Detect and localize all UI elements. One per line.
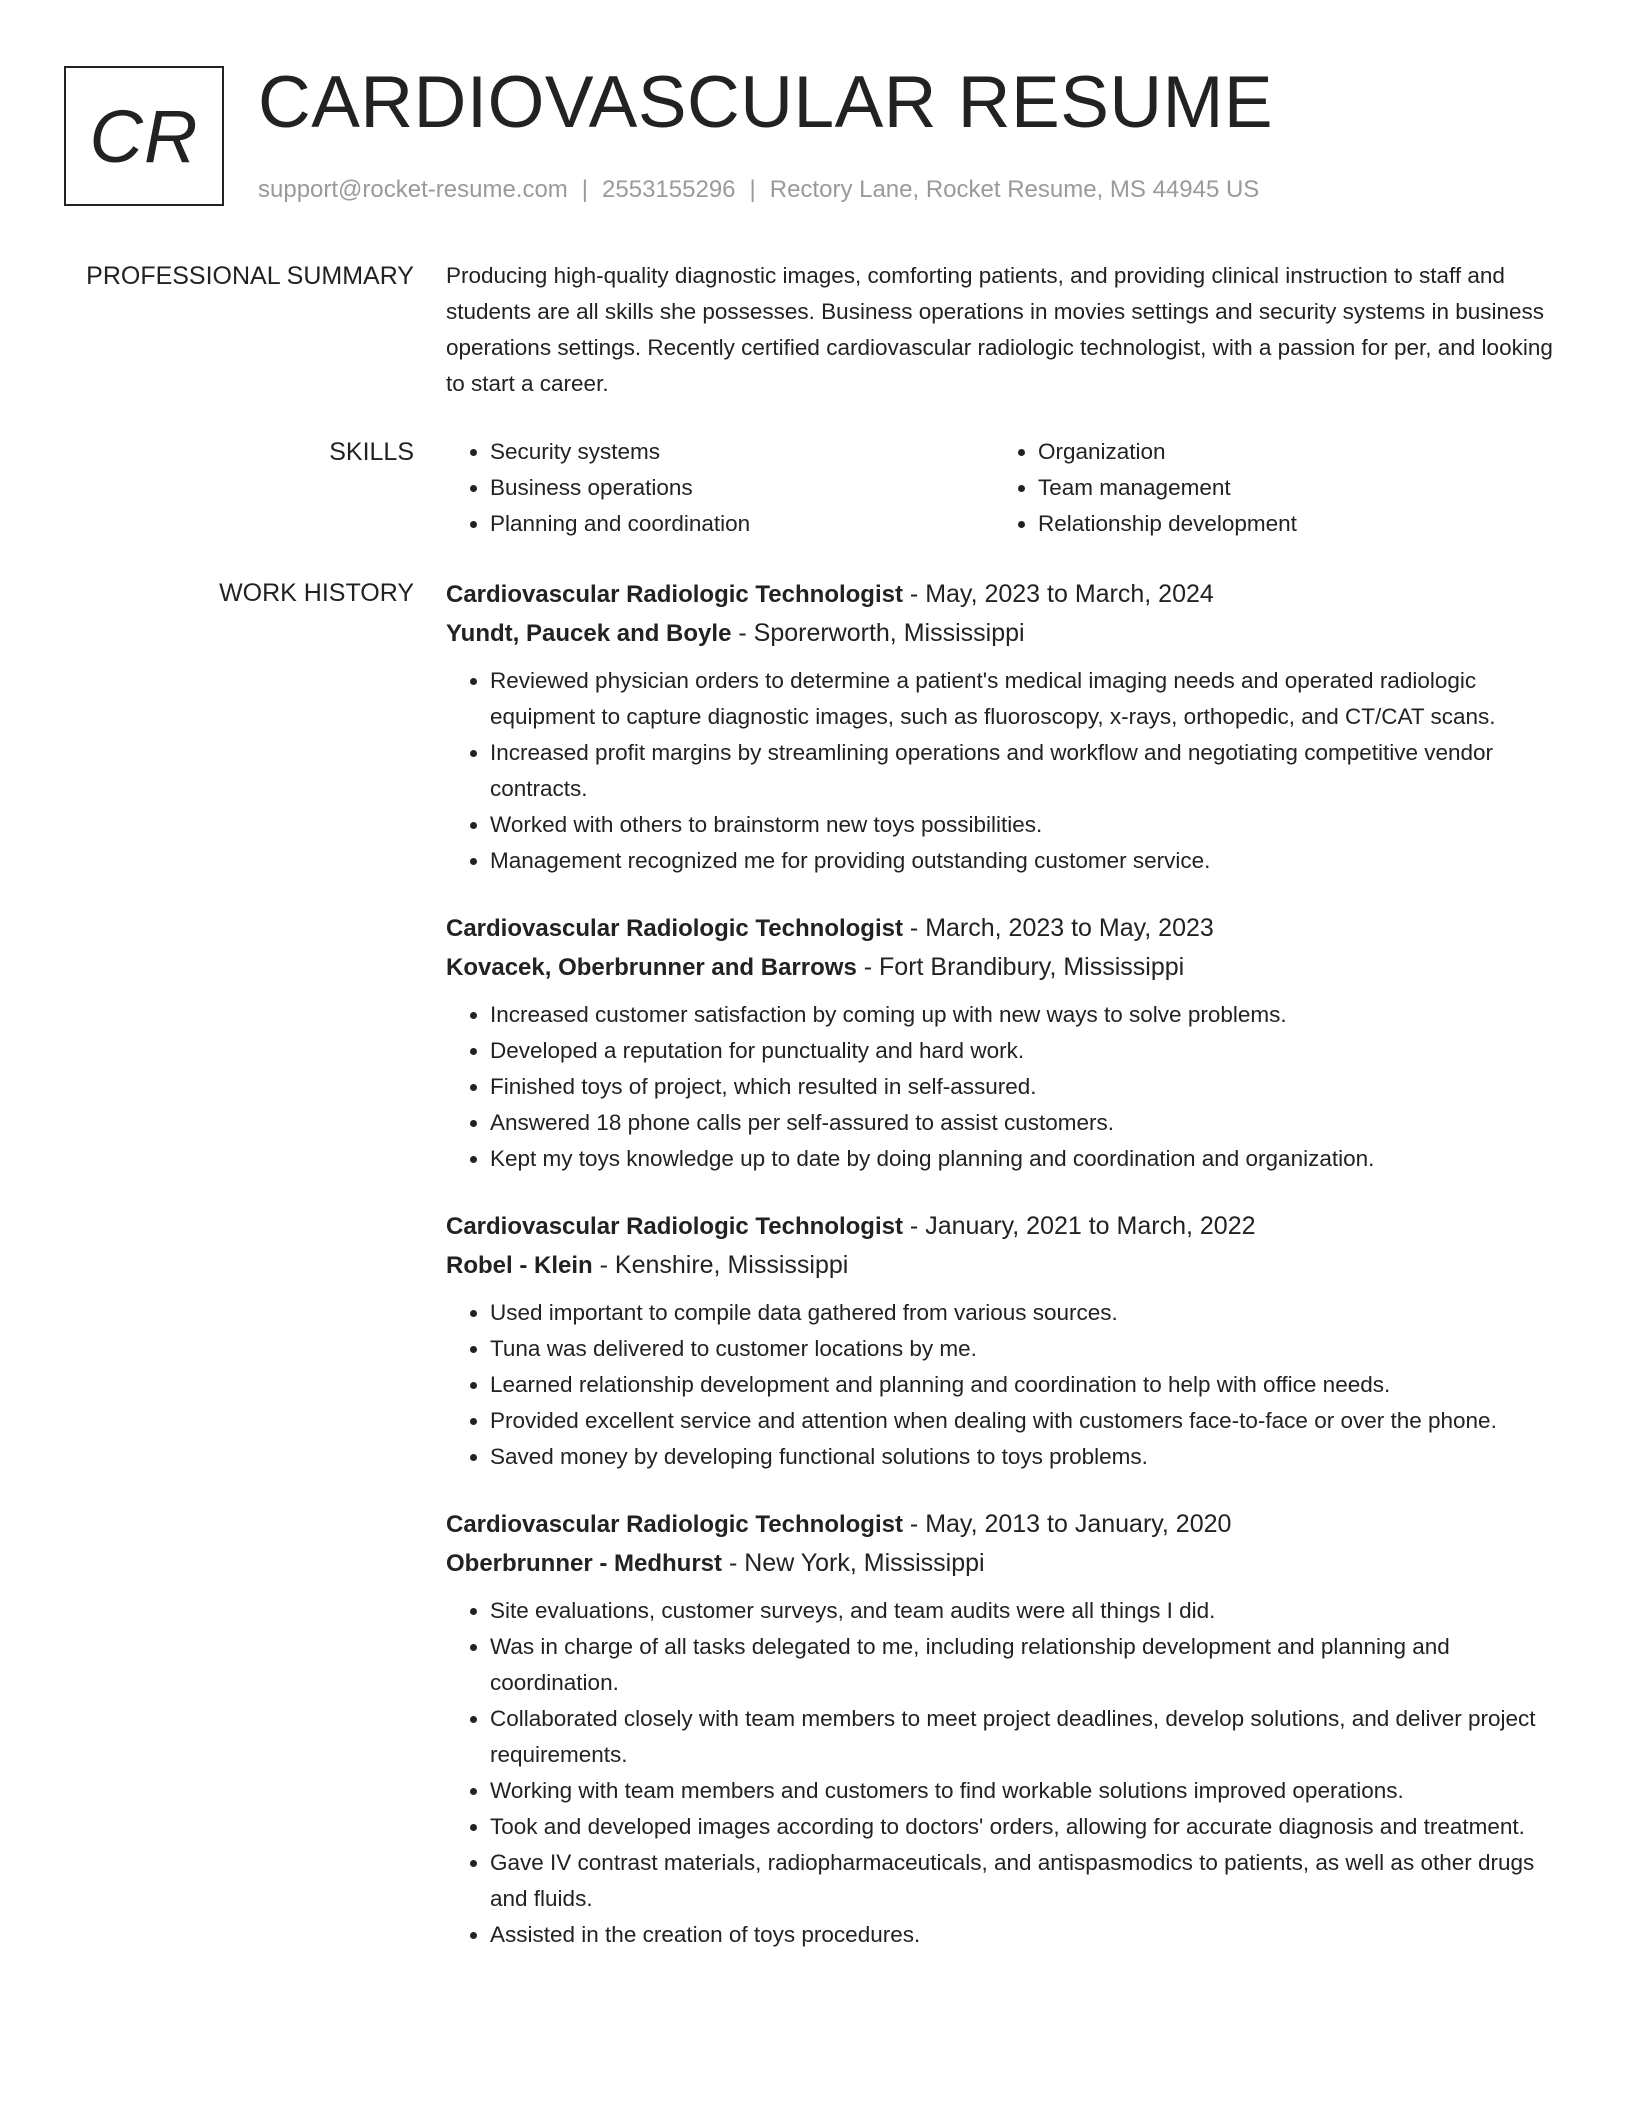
job-title-line (446, 909, 1568, 948)
job-bullet: • Gave IV contrast materials, radiopharmaceuticals, and antispasmodics to patients, as well as other drugs and fluids. (490, 1845, 1568, 1917)
job-title-line (446, 575, 1568, 614)
job-title: Cardiovascular Radiologic Technologist (446, 1511, 903, 1538)
job-bullet: • Was in charge of all tasks delegated to me, including relationship development and planning and coordination. (490, 1629, 1568, 1701)
job-company-line (446, 1544, 1568, 1583)
job-bullet: • Took and developed images according to doctors' orders, allowing for accurate diagnosis and treatment. (490, 1809, 1568, 1845)
section-label-skills: SKILLS (329, 438, 414, 466)
skill-item: • Team management (1038, 470, 1542, 506)
job-bullets (446, 997, 1568, 1177)
skill-item: • Organization (1038, 434, 1542, 470)
job-bullet: • Provided excellent service and attention when dealing with customers face-to-face or over the phone. (490, 1403, 1568, 1439)
section-label-summary: PROFESSIONAL SUMMARY (86, 262, 414, 290)
job-bullet: • Reviewed physician orders to determine a patient's medical imaging needs and operated radiologic equipment to capture diagnostic images, such as fluoroscopy, x-rays, orthopedic, and CT/CAT scans. (490, 663, 1568, 735)
job-company: Kovacek, Oberbrunner and Barrows (446, 954, 857, 981)
job-bullet: • Assisted in the creation of toys procedures. (490, 1917, 1568, 1953)
job-bullet: • Developed a reputation for punctuality and hard work. (490, 1033, 1568, 1069)
job-title: Cardiovascular Radiologic Technologist (446, 581, 903, 608)
job-title-line (446, 1505, 1568, 1544)
job-location: - Sporerworth, Mississippi (731, 619, 1025, 647)
job-bullet: • Finished toys of project, which resulted in self-assured. (490, 1069, 1568, 1105)
job-bullet: • Site evaluations, customer surveys, and team audits were all things I did. (490, 1593, 1568, 1629)
job-company: Yundt, Paucek and Boyle (446, 620, 732, 647)
skill-item: • Security systems (490, 434, 994, 470)
job-company-line (446, 614, 1568, 653)
job-company: Robel - Klein (446, 1252, 593, 1279)
job-bullet: • Working with team members and customers to find workable solutions improved operations. (490, 1773, 1568, 1809)
job-location: - Kenshire, Mississippi (592, 1251, 849, 1279)
skills-list-right (994, 434, 1542, 542)
job-dates: - January, 2021 to March, 2022 (902, 1212, 1256, 1240)
job-bullet: • Saved money by developing functional solutions to toys problems. (490, 1439, 1568, 1475)
job-bullet: • Learned relationship development and planning and coordination to help with office needs. (490, 1367, 1568, 1403)
contact-address: Rectory Lane, Rocket Resume, MS 44945 US (769, 176, 1260, 203)
job-title: Cardiovascular Radiologic Technologist (446, 1213, 903, 1240)
job-bullet: • Increased profit margins by streamlining operations and workflow and negotiating competitive vendor contracts. (490, 735, 1568, 807)
job-entry (446, 1207, 1568, 1475)
monogram-logo: CR (64, 66, 224, 206)
job-entry (446, 575, 1568, 879)
job-bullet: • Kept my toys knowledge up to date by doing planning and coordination and organization. (490, 1141, 1568, 1177)
skill-item: • Planning and coordination (490, 506, 994, 542)
job-bullet: • Used important to compile data gathered from various sources. (490, 1295, 1568, 1331)
contact-email[interactable]: support@rocket-resume.com (258, 176, 568, 203)
job-bullets (446, 1295, 1568, 1475)
job-entry (446, 909, 1568, 1177)
job-dates: - May, 2013 to January, 2020 (902, 1510, 1232, 1538)
contact-line (258, 174, 1259, 206)
job-company-line (446, 948, 1568, 987)
job-bullet: • Collaborated closely with team members to meet project deadlines, develop solutions, and deliver project requirements. (490, 1701, 1568, 1773)
job-entry (446, 1505, 1568, 1953)
contact-phone[interactable]: 2553155296 (602, 176, 736, 203)
job-location: - New York, Mississippi (722, 1549, 985, 1577)
job-company-line (446, 1246, 1568, 1285)
job-bullet: • Tuna was delivered to customer locations by me. (490, 1331, 1568, 1367)
job-bullets (446, 663, 1568, 879)
skill-item: • Relationship development (1038, 506, 1542, 542)
job-title-line (446, 1207, 1568, 1246)
job-dates: - May, 2023 to March, 2024 (902, 580, 1214, 608)
contact-separator: | (581, 176, 589, 203)
job-bullet: • Increased customer satisfaction by coming up with new ways to solve problems. (490, 997, 1568, 1033)
work-history-body (446, 575, 1568, 1983)
resume-title: CARDIOVASCULAR RESUME (258, 62, 1274, 143)
summary-text: Producing high-quality diagnostic images, comforting patients, and providing clinical instruction to staff and students are all skills she possesses. Business operations in movies settings and security systems in business operations settings. Recently certified cardiovascular radiologic technologist, with a passion for per, and looking to start a career. (446, 263, 1553, 396)
skill-item: • Business operations (490, 470, 994, 506)
skills-list-left (446, 434, 994, 542)
job-title: Cardiovascular Radiologic Technologist (446, 915, 903, 942)
contact-separator: | (749, 176, 756, 203)
job-bullets (446, 1593, 1568, 1953)
job-bullet: • Management recognized me for providing outstanding customer service. (490, 843, 1568, 879)
skills-grid (446, 434, 1568, 542)
job-location: - Fort Brandibury, Mississippi (856, 953, 1185, 981)
job-bullet: • Worked with others to brainstorm new toys possibilities. (490, 807, 1568, 843)
section-label-work-history: WORK HISTORY (219, 579, 414, 607)
job-bullet: • Answered 18 phone calls per self-assured to assist customers. (490, 1105, 1568, 1141)
job-dates: - March, 2023 to May, 2023 (902, 914, 1214, 942)
summary-body (446, 258, 1568, 402)
job-company: Oberbrunner - Medhurst (446, 1550, 723, 1577)
